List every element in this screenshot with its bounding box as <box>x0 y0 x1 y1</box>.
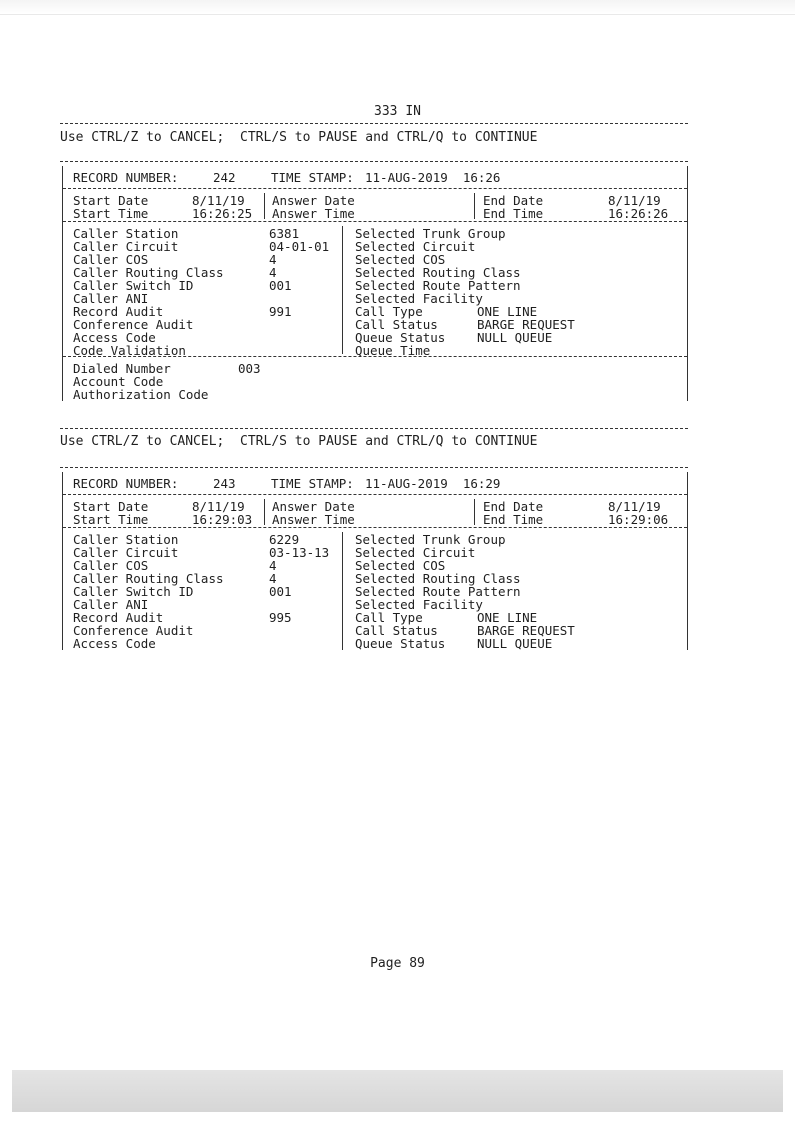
time-stamp-value: 11-AUG-2019 16:29 <box>365 476 501 491</box>
end-date-label: End Date <box>483 193 544 208</box>
record-audit-value: 995 <box>269 610 292 625</box>
end-date-value: 8/11/19 <box>608 499 661 514</box>
column-separator <box>474 499 475 525</box>
access-code-label: Access Code <box>73 330 156 345</box>
call-record-242 <box>62 166 688 401</box>
caller-cos-value: 4 <box>269 558 277 573</box>
call-status-label: Call Status <box>355 623 438 638</box>
start-time-label: Start Time <box>73 206 149 221</box>
end-time-label: End Time <box>483 512 544 527</box>
answer-date-label: Answer Date <box>272 193 355 208</box>
time-stamp-label: TIME STAMP: <box>271 170 354 185</box>
time-stamp-value: 11-AUG-2019 16:26 <box>365 170 501 185</box>
column-separator <box>474 193 475 219</box>
caller-switch-id-value: 001 <box>269 584 292 599</box>
selected-trunk-group-label: Selected Trunk Group <box>355 532 506 547</box>
caller-switch-id-label: Caller Switch ID <box>73 584 194 599</box>
caller-station-value: 6381 <box>269 226 300 241</box>
column-separator <box>342 226 343 354</box>
dialed-section <box>63 357 687 401</box>
selected-routing-class-label: Selected Routing Class <box>355 265 521 280</box>
caller-cos-value: 4 <box>269 252 277 267</box>
divider <box>60 428 688 429</box>
conference-audit-label: Conference Audit <box>73 623 194 638</box>
call-type-label: Call Type <box>355 304 423 319</box>
page-code: 333 IN <box>374 104 421 119</box>
caller-station-label: Caller Station <box>73 532 179 547</box>
caller-switch-id-label: Caller Switch ID <box>73 278 194 293</box>
end-time-value: 16:26:26 <box>608 206 669 221</box>
caller-routing-class-label: Caller Routing Class <box>73 265 224 280</box>
caller-station-label: Caller Station <box>73 226 179 241</box>
call-type-value: ONE LINE <box>477 610 538 625</box>
divider <box>60 161 688 162</box>
page-number: Page 89 <box>370 956 425 971</box>
caller-circuit-label: Caller Circuit <box>73 239 179 254</box>
caller-circuit-value: 03-13-13 <box>269 545 330 560</box>
record-number-value: 242 <box>213 170 236 185</box>
end-date-value: 8/11/19 <box>608 193 661 208</box>
queue-status-label: Queue Status <box>355 330 446 345</box>
selected-cos-label: Selected COS <box>355 252 446 267</box>
record-header <box>63 166 687 189</box>
selected-facility-label: Selected Facility <box>355 291 483 306</box>
authorization-code-label: Authorization Code <box>73 387 209 402</box>
start-time-value: 16:26:25 <box>192 206 253 221</box>
caller-routing-class-value: 4 <box>269 265 277 280</box>
code-validation-label: Code Validation <box>73 343 186 358</box>
caller-ani-label: Caller ANI <box>73 597 149 612</box>
answer-date-label: Answer Date <box>272 499 355 514</box>
caller-ani-label: Caller ANI <box>73 291 149 306</box>
call-type-value: ONE LINE <box>477 304 538 319</box>
selected-cos-label: Selected COS <box>355 558 446 573</box>
call-status-value: BARGE REQUEST <box>477 623 575 638</box>
account-code-label: Account Code <box>73 374 164 389</box>
caller-switch-id-value: 001 <box>269 278 292 293</box>
selected-trunk-group-label: Selected Trunk Group <box>355 226 506 241</box>
answer-time-label: Answer Time <box>272 512 355 527</box>
caller-routing-class-label: Caller Routing Class <box>73 571 224 586</box>
call-status-value: BARGE REQUEST <box>477 317 575 332</box>
selected-route-pattern-label: Selected Route Pattern <box>355 278 521 293</box>
column-separator <box>342 532 343 650</box>
selected-facility-label: Selected Facility <box>355 597 483 612</box>
end-time-value: 16:29:06 <box>608 512 669 527</box>
call-status-label: Call Status <box>355 317 438 332</box>
record-number-label: RECORD NUMBER: <box>73 170 179 185</box>
column-separator <box>264 499 265 525</box>
time-stamp-label: TIME STAMP: <box>271 476 354 491</box>
divider <box>60 467 688 468</box>
start-date-value: 8/11/19 <box>192 499 245 514</box>
selected-circuit-label: Selected Circuit <box>355 545 476 560</box>
call-type-label: Call Type <box>355 610 423 625</box>
queue-status-label: Queue Status <box>355 636 446 651</box>
queue-status-value: NULL QUEUE <box>477 330 553 345</box>
start-time-label: Start Time <box>73 512 149 527</box>
record-audit-value: 991 <box>269 304 292 319</box>
instruction-text: Use CTRL/Z to CANCEL; CTRL/S to PAUSE and CTRL/Q to CONTINUE <box>60 434 538 449</box>
caller-circuit-label: Caller Circuit <box>73 545 179 560</box>
caller-cos-label: Caller COS <box>73 558 149 573</box>
end-time-label: End Time <box>483 206 544 221</box>
record-number-label: RECORD NUMBER: <box>73 476 179 491</box>
end-date-label: End Date <box>483 499 544 514</box>
call-record-243 <box>62 472 688 650</box>
instruction-text: Use CTRL/Z to CANCEL; CTRL/S to PAUSE and CTRL/Q to CONTINUE <box>60 130 538 145</box>
selected-circuit-label: Selected Circuit <box>355 239 476 254</box>
queue-time-label: Queue Time <box>355 343 431 358</box>
scan-bottom-band <box>12 1070 783 1112</box>
scan-top-edge <box>0 0 795 15</box>
caller-cos-label: Caller COS <box>73 252 149 267</box>
answer-time-label: Answer Time <box>272 206 355 221</box>
column-separator <box>264 193 265 219</box>
dialed-number-label: Dialed Number <box>73 361 171 376</box>
caller-section <box>63 222 687 357</box>
selected-route-pattern-label: Selected Route Pattern <box>355 584 521 599</box>
caller-section <box>63 528 687 650</box>
selected-routing-class-label: Selected Routing Class <box>355 571 521 586</box>
date-section <box>63 189 687 222</box>
date-section <box>63 495 687 528</box>
start-date-value: 8/11/19 <box>192 193 245 208</box>
conference-audit-label: Conference Audit <box>73 317 194 332</box>
queue-status-value: NULL QUEUE <box>477 636 553 651</box>
record-audit-label: Record Audit <box>73 304 164 319</box>
start-date-label: Start Date <box>73 193 149 208</box>
divider <box>60 123 688 124</box>
access-code-label: Access Code <box>73 636 156 651</box>
caller-station-value: 6229 <box>269 532 300 547</box>
record-header <box>63 472 687 495</box>
caller-circuit-value: 04-01-01 <box>269 239 330 254</box>
record-number-value: 243 <box>213 476 236 491</box>
dialed-number-value: 003 <box>238 361 261 376</box>
start-time-value: 16:29:03 <box>192 512 253 527</box>
record-audit-label: Record Audit <box>73 610 164 625</box>
start-date-label: Start Date <box>73 499 149 514</box>
caller-routing-class-value: 4 <box>269 571 277 586</box>
